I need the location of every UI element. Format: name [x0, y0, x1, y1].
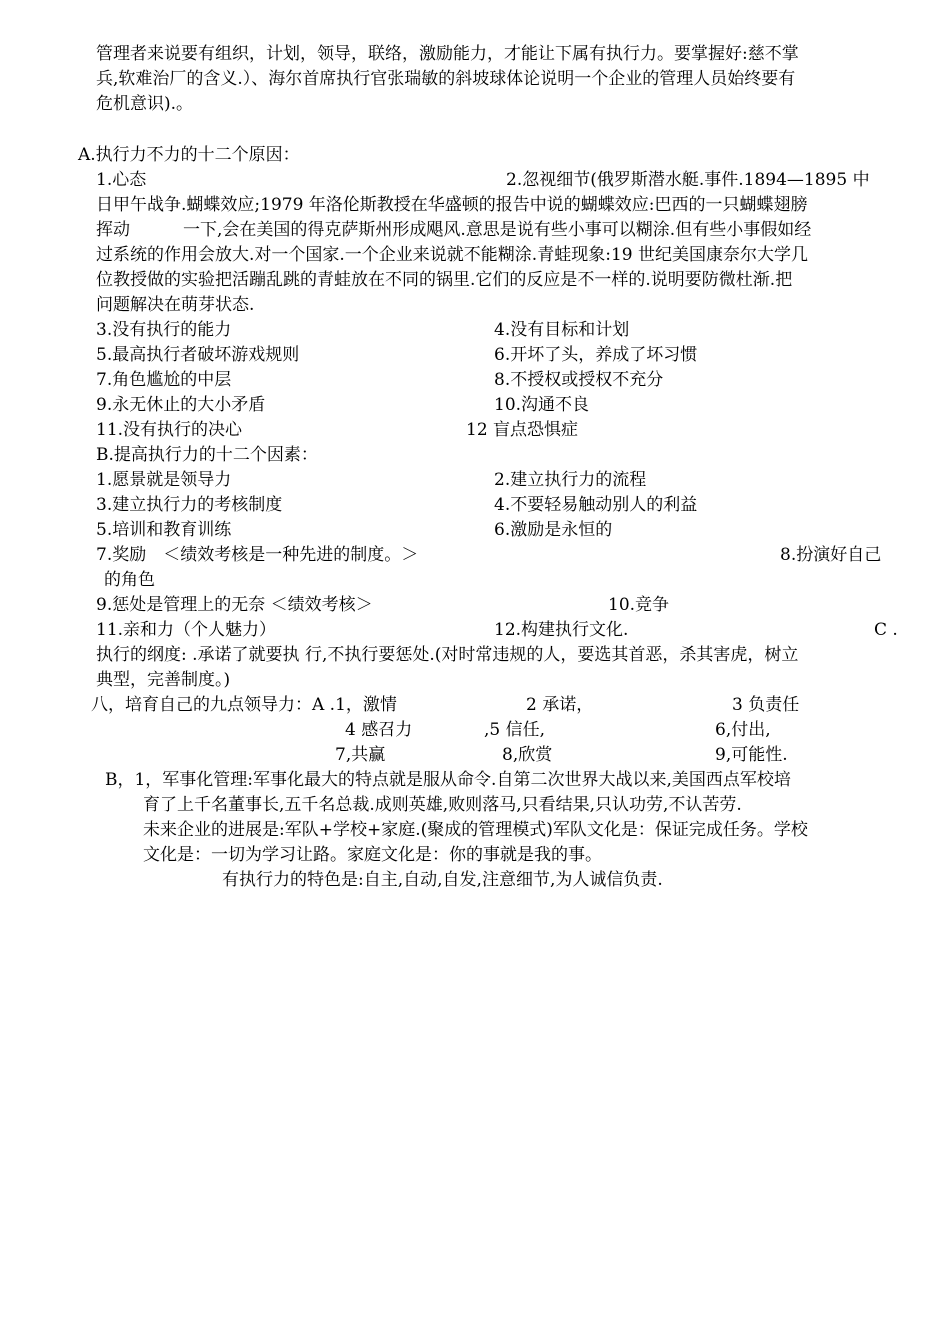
section-a-item-2-line-3b: 一下,会在美国的得克萨斯州形成飓风.意思是说有些小事可以糊涂.但有些小事假如经 — [183, 220, 812, 240]
intro-line-1: 管理者来说要有组织，计划，领导，联络，激励能力，才能让下属有执行力。要掌握好:慈不掌 — [96, 44, 799, 64]
section-a-item: 9.永无休止的大小矛盾 — [96, 395, 266, 415]
section-b-item-continuation: 的角色 — [104, 570, 155, 590]
intro-line-2: 兵,软难治厂的含义.）、海尔首席执行官张瑞敏的斜坡球体论说明一个企业的管理人员始终要有 — [96, 69, 796, 89]
section-b-item: 1.愿景就是领导力 — [96, 470, 232, 490]
military-line-4: 文化是：一切为学习让路。家庭文化是：你的事就是我的事。 — [143, 845, 602, 865]
section-a-item-2: 2.忽视细节(俄罗斯潜水艇.事件.1894—1895 中 — [506, 170, 870, 190]
leadership-point: 8,欣赏 — [502, 745, 553, 765]
leadership-point: 7,共赢 — [335, 745, 386, 765]
military-line-1: B，1，军事化管理:军事化最大的特点就是服从命令.自第二次世界大战以来,美国西点军校培 — [105, 770, 791, 790]
section-a-item: 3.没有执行的能力 — [96, 320, 232, 340]
section-a-item: 12 盲点恐惧症 — [466, 420, 579, 440]
section-b-item: 8.扮演好自己 — [780, 545, 882, 565]
intro-line-3: 危机意识).。 — [96, 94, 194, 114]
section-b-item: 5.培训和教育训练 — [96, 520, 232, 540]
section-a-item-2-line-5: 位教授做的实验把活蹦乱跳的青蛙放在不同的锅里.它们的反应是不一样的.说明要防微杜渐.把 — [96, 270, 793, 290]
section-a-item: 11.没有执行的决心 — [96, 420, 243, 440]
section-a-item-2-line-4: 过系统的作用会放大.对一个国家.一个企业来说就不能糊涂.青蛙现象:19 世纪美国康奈尔大学几 — [96, 245, 808, 265]
section-a-item: 10.沟通不良 — [494, 395, 590, 415]
section-c-line-2: 典型，完善制度。) — [96, 670, 231, 690]
military-line-2: 育了上千名董事长,五千名总裁.成则英雄,败则落马,只看结果,只认功劳,不认苦劳. — [143, 795, 742, 815]
section-b-item: 10.竞争 — [608, 595, 670, 615]
section-b-item: 11.亲和力（个人魅力） — [96, 620, 277, 640]
section-a-item: 6.开坏了头，养成了坏习惯 — [494, 345, 698, 365]
section-a-item-1: 1.心态 — [96, 170, 147, 190]
section-b-item: 4.不要轻易触动别人的利益 — [494, 495, 698, 515]
section-b-item: 6.激励是永恒的 — [494, 520, 613, 540]
leadership-point: 4 感召力 — [345, 720, 413, 740]
section-a-item-2-line-3a: 挥动 — [96, 220, 130, 240]
leadership-point: 6,付出, — [715, 720, 771, 740]
section-b-item: 7.奖励 ＜绩效考核是一种先进的制度。＞ — [96, 545, 419, 565]
section-a-item: 5.最高执行者破坏游戏规则 — [96, 345, 300, 365]
section-eight-heading: 八，培育自己的九点领导力：A .1，激情 — [91, 695, 397, 715]
section-b-heading: B.提高执行力的十二个因素： — [96, 445, 318, 465]
section-c-line-1: 执行的纲度: .承诺了就要执 行,不执行要惩处.(对时常违规的人，要选其首恶，杀其害虎，树立 — [96, 645, 799, 665]
section-b-item: 12.构建执行文化. — [494, 620, 629, 640]
leadership-point: 2 承诺， — [526, 695, 594, 715]
section-a-item: 4.没有目标和计划 — [494, 320, 630, 340]
section-b-item: 9.惩处是管理上的无奈 ＜绩效考核＞ — [96, 595, 373, 615]
leadership-point: 9,可能性. — [715, 745, 788, 765]
section-b-item: 3.建立执行力的考核制度 — [96, 495, 283, 515]
leadership-point: 3 负责任 — [732, 695, 800, 715]
section-a-item: 8.不授权或授权不充分 — [494, 370, 664, 390]
section-a-item-2-line-6: 问题解决在萌芽状态. — [96, 295, 255, 315]
leadership-point: ,5 信任, — [484, 720, 546, 740]
military-line-3: 未来企业的进展是:军队+学校+家庭.(聚成的管理模式)军队文化是：保证完成任务。学校 — [143, 820, 808, 840]
section-c-marker: C . — [874, 620, 898, 640]
section-a-item-2-line-2: 日甲午战争.蝴蝶效应;1979 年洛伦斯教授在华盛顿的报告中说的蝴蝶效应:巴西的一只蝴蝶翅膀 — [96, 195, 808, 215]
section-a-item: 7.角色尴尬的中层 — [96, 370, 232, 390]
section-a-heading: A.执行力不力的十二个原因： — [78, 145, 300, 165]
military-line-5: 有执行力的特色是:自主,自动,自发,注意细节,为人诚信负责. — [222, 870, 663, 890]
section-b-item: 2.建立执行力的流程 — [494, 470, 647, 490]
